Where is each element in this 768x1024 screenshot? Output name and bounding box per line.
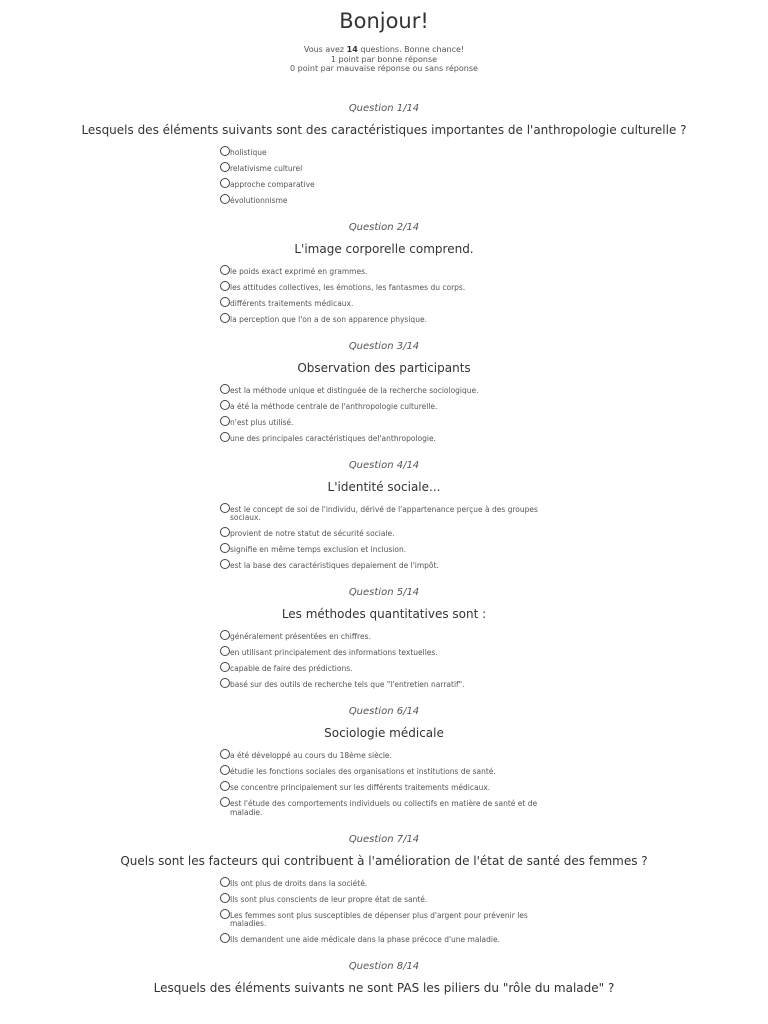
answer-options xyxy=(220,148,550,221)
question-block xyxy=(0,459,768,587)
answer-option-label: le poids exact exprimé en grammes. xyxy=(230,266,368,276)
answer-option[interactable] xyxy=(220,799,550,817)
radio-button[interactable] xyxy=(220,297,230,307)
radio-button[interactable] xyxy=(220,400,230,410)
answer-option[interactable] xyxy=(220,879,550,889)
answer-option[interactable] xyxy=(220,895,550,905)
question-count: 14 xyxy=(346,45,358,54)
answer-option-label: approche comparative xyxy=(230,179,315,189)
radio-button[interactable] xyxy=(220,178,230,188)
question-title: Observation des participants xyxy=(297,360,471,375)
answer-options xyxy=(220,386,550,459)
answer-option[interactable] xyxy=(220,267,550,277)
answer-option-label: se concentre principalement sur les différents traitements médicaux. xyxy=(230,783,491,792)
answer-options xyxy=(220,879,550,961)
answer-option-label: Ils ont plus de droits dans la société. xyxy=(230,878,368,888)
radio-button[interactable] xyxy=(220,765,230,775)
answer-option-label: évolutionnisme xyxy=(230,195,288,205)
question-block xyxy=(0,340,768,459)
answer-option-label: Les femmes sont plus susceptibles de dépenser plus d'argent pour prévenir les maladies. xyxy=(230,910,528,928)
answer-option[interactable] xyxy=(220,648,550,658)
answer-option[interactable] xyxy=(220,386,550,396)
question-number: Question 2/14 xyxy=(348,221,420,233)
question-title: Lesquels des éléments suivants ne sont PAS les piliers du "rôle du malade" ? xyxy=(153,981,615,995)
scoring-bad: 0 point par mauvaise réponse ou sans réponse xyxy=(290,64,478,73)
radio-button[interactable] xyxy=(220,265,230,275)
answer-option[interactable] xyxy=(220,402,550,412)
answer-option-label: les attitudes collectives, les émotions, les fantasmes du corps. xyxy=(230,282,466,292)
answer-option[interactable] xyxy=(220,783,550,793)
answer-option[interactable] xyxy=(220,315,550,325)
answer-option[interactable] xyxy=(220,505,550,523)
answer-option-label: la perception que l'on a de son apparence physique. xyxy=(230,314,427,324)
answer-option[interactable] xyxy=(220,148,550,158)
radio-button[interactable] xyxy=(220,503,230,513)
question-number: Question 5/14 xyxy=(348,587,420,598)
answer-option[interactable] xyxy=(220,299,550,309)
question-number: Question 8/14 xyxy=(348,961,420,972)
quiz-intro xyxy=(0,45,768,74)
radio-button[interactable] xyxy=(220,749,230,759)
question-count-line xyxy=(0,45,768,55)
radio-button[interactable] xyxy=(220,893,230,903)
answer-option-label: est le concept de soi de l'individu, dérivé de l'appartenance perçue à des groupes sociaux. xyxy=(230,504,538,522)
page-title: Bonjour! xyxy=(339,9,429,33)
question-title: Lesquels des éléments suivants sont des caractéristiques importantes de l'anthropologie culturelle ? xyxy=(81,122,687,137)
answer-option-label: a été développé au cours du 18ème siècle. xyxy=(230,751,392,760)
questions-list xyxy=(0,102,768,996)
answer-option[interactable] xyxy=(220,911,550,929)
answer-option-label: est l'étude des comportements individuels ou collectifs en matière de santé et de maladie. xyxy=(230,799,538,817)
answer-option-label: différents traitements médicaux. xyxy=(230,298,354,308)
question-title: Sociologie médicale xyxy=(324,726,444,740)
question-block xyxy=(0,960,768,995)
answer-option-label: étudie les fonctions sociales des organisations et institutions de santé. xyxy=(230,767,496,776)
question-number: Question 3/14 xyxy=(348,340,420,352)
radio-button[interactable] xyxy=(220,877,230,887)
answer-option[interactable] xyxy=(220,632,550,642)
question-block xyxy=(0,102,768,221)
question-title: Quels sont les facteurs qui contribuent à l'amélioration de l'état de santé des femmes ? xyxy=(120,853,648,868)
radio-button[interactable] xyxy=(220,527,230,537)
radio-button[interactable] xyxy=(220,646,230,656)
answer-option-label: capable de faire des prédictions. xyxy=(230,664,353,673)
answer-option-label: provient de notre statut de sécurité sociale. xyxy=(230,529,395,538)
answer-option[interactable] xyxy=(220,196,550,206)
radio-button[interactable] xyxy=(220,662,230,672)
answer-option-label: basé sur des outils de recherche tels que "l'entretien narratif". xyxy=(230,680,465,689)
answer-option-label: une des principales caractéristiques del'anthropologie. xyxy=(230,433,436,443)
intro-text-end: questions. Bonne chance! xyxy=(357,45,465,54)
radio-button[interactable] xyxy=(220,630,230,640)
radio-button[interactable] xyxy=(220,313,230,323)
answer-option[interactable] xyxy=(220,529,550,539)
answer-option[interactable] xyxy=(220,434,550,444)
answer-options xyxy=(220,505,550,587)
question-number: Question 7/14 xyxy=(348,833,420,845)
question-title: L'image corporelle comprend. xyxy=(294,241,474,256)
radio-button[interactable] xyxy=(220,781,230,791)
answer-option-label: Ils sont plus conscients de leur propre état de santé. xyxy=(230,894,428,904)
answer-option[interactable] xyxy=(220,751,550,761)
answer-option-label: Ils demandent une aide médicale dans la phase précoce d'une maladie. xyxy=(230,935,500,944)
answer-option[interactable] xyxy=(220,164,550,174)
answer-options xyxy=(220,267,550,340)
answer-option-label: a été la méthode centrale de l'anthropologie culturelle. xyxy=(230,401,438,411)
answer-option[interactable] xyxy=(220,767,550,777)
answer-option-label: signifie en même temps exclusion et inclusion. xyxy=(230,545,407,554)
answer-option[interactable] xyxy=(220,664,550,674)
question-number: Question 1/14 xyxy=(348,102,420,114)
question-block xyxy=(0,705,768,833)
answer-option-label: généralement présentées en chiffres. xyxy=(230,632,371,641)
radio-button[interactable] xyxy=(220,909,230,919)
question-title: Les méthodes quantitatives sont : xyxy=(281,607,487,621)
radio-button[interactable] xyxy=(220,384,230,394)
answer-option-label: n'est plus utilisé. xyxy=(230,417,294,427)
radio-button[interactable] xyxy=(220,146,230,156)
radio-button[interactable] xyxy=(220,432,230,442)
radio-button[interactable] xyxy=(220,543,230,553)
question-block xyxy=(0,586,768,705)
scoring-good: 1 point par bonne réponse xyxy=(330,54,438,64)
answer-options xyxy=(220,632,550,705)
question-block xyxy=(0,221,768,340)
radio-button[interactable] xyxy=(220,281,230,291)
answer-option[interactable] xyxy=(220,283,550,293)
question-block xyxy=(0,833,768,961)
answer-options xyxy=(220,751,550,833)
radio-button[interactable] xyxy=(220,559,230,569)
question-title: L'identité sociale... xyxy=(327,479,441,494)
radio-button[interactable] xyxy=(220,194,230,204)
answer-option[interactable] xyxy=(220,545,550,555)
radio-button[interactable] xyxy=(220,797,230,807)
quiz-header xyxy=(0,0,768,74)
answer-option-label: holistique xyxy=(230,147,267,157)
answer-option[interactable] xyxy=(220,561,550,571)
intro-text: Vous avez xyxy=(303,45,347,54)
question-number: Question 6/14 xyxy=(348,706,420,717)
answer-option-label: est la base des caractéristiques depaiement de l'impôt. xyxy=(230,561,439,570)
radio-button[interactable] xyxy=(220,162,230,172)
question-number: Question 4/14 xyxy=(348,459,420,471)
answer-option[interactable] xyxy=(220,418,550,428)
radio-button[interactable] xyxy=(220,678,230,688)
answer-option-label: relativisme culturel xyxy=(230,163,303,173)
answer-option-label: est la méthode unique et distinguée de la recherche sociologique. xyxy=(230,385,479,395)
answer-option-label: en utilisant principalement des informations textuelles. xyxy=(230,648,438,657)
answer-option[interactable] xyxy=(220,680,550,690)
answer-option[interactable] xyxy=(220,180,550,190)
answer-option[interactable] xyxy=(220,935,550,945)
radio-button[interactable] xyxy=(220,933,230,943)
radio-button[interactable] xyxy=(220,416,230,426)
